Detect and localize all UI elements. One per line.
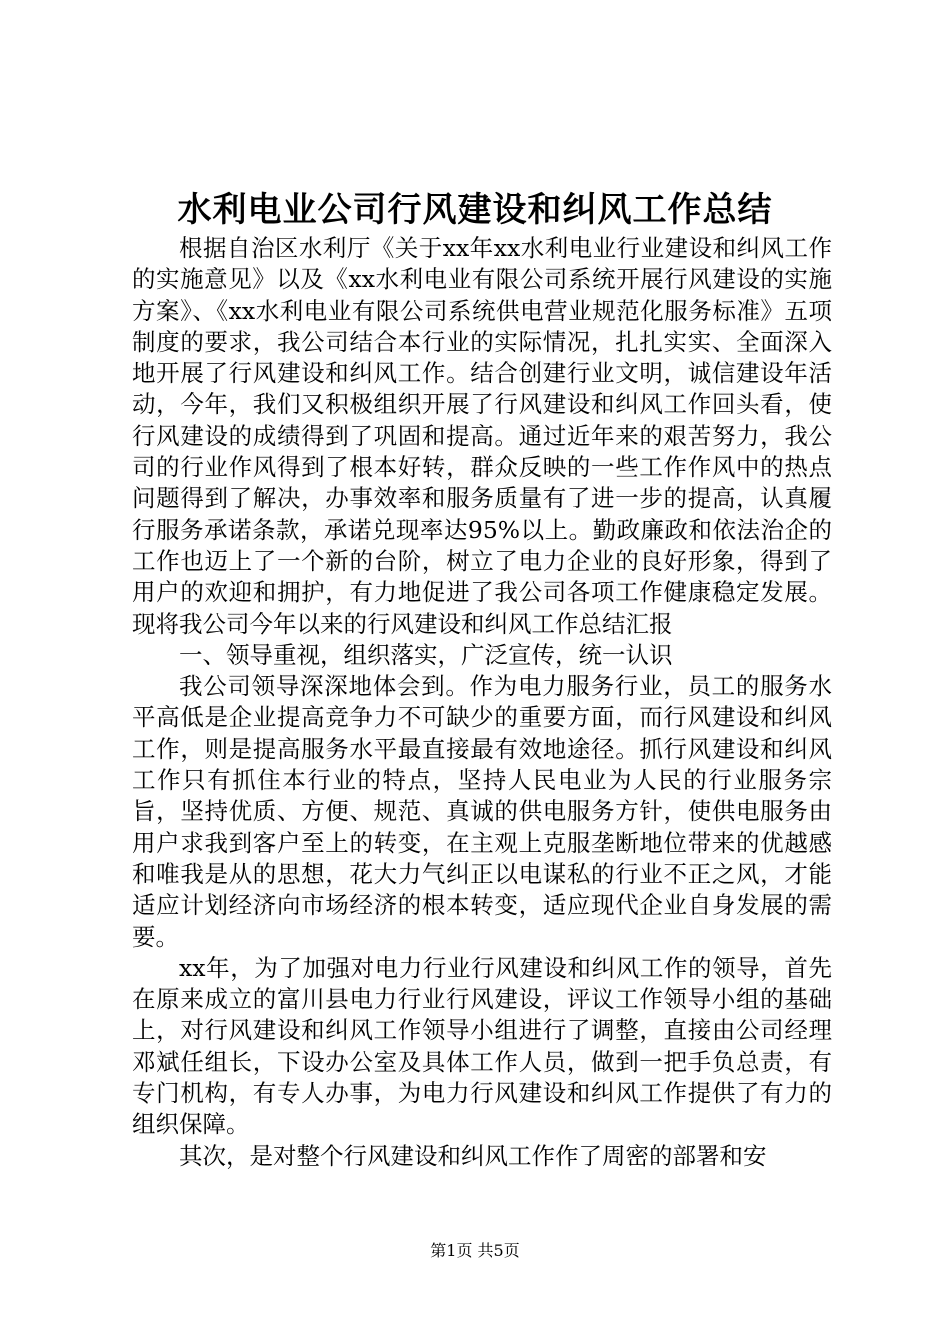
section-heading-1: 一、领导重视，组织落实，广泛宣传，统一认识: [179, 640, 673, 669]
page-number-footer: 第1页 共5页: [430, 1241, 520, 1260]
document-title: 水利电业公司行风建设和纠风工作总结: [177, 190, 773, 230]
paragraph-intro: 根据自治区水利厅《关于xx年xx水利电业行业建设和纠风工作的实施意见》以及《xx水利电业有限公司系统开展行风建设的实施方案》、《xx水利电业有限公司系统供电营业规范化服务标准》五项制度的要求，我公司结合本行业的实际情况，扎扎实实、全面深入地开展了行风建设和纠风工作。结合创建行业文明，诚信建设年活动，今年，我们又积极组织开展了行风建设和纠风工作回头看，使行风建设的成绩得到了巩固和提高。通过近年来的艰苦努力，我公司的行业作风得到了根本好转，群众反映的一些工作作风中的热点问题得到了解决，办事效率和服务质量有了进一步的提高，认真履行服务承诺条款，承诺兑现率达95%以上。勤政廉政和依法治企的工作也迈上了一个新的台阶，树立了电力企业的良好形象，得到了用户的欢迎和拥护，有力地促进了我公司各项工作健康稳定发展。现将我公司今年以来的行风建设和纠风工作总结汇报: [132, 234, 832, 638]
paragraph-deployment: 其次，是对整个行风建设和纠风工作作了周密的部署和安: [179, 1141, 767, 1170]
document-body: [132, 233, 832, 1172]
paragraph-leadership: 我公司领导深深地体会到。作为电力服务行业，员工的服务水平高低是企业提高竞争力不可缺少的重要方面，而行风建设和纠风工作，则是提高服务水平最直接最有效地途径。抓行风建设和纠风工作只有抓住本行业的特点，坚持人民电业为人民的行业服务宗旨，坚持优质、方便、规范、真诚的供电服务方针，使供电服务由用户求我到客户至上的转变，在主观上克服垄断地位带来的优越感和唯我是从的思想，花大力气纠正以电谋私的行业不正之风，才能适应计划经济向市场经济的根本转变，适应现代企业自身发展的需要。: [132, 672, 832, 951]
paragraph-organization: xx年，为了加强对电力行业行风建设和纠风工作的领导，首先在原来成立的富川县电力行业行风建设，评议工作领导小组的基础上，对行风建设和纠风工作领导小组进行了调整，直接由公司经理邓斌任组长，下设办公室及具体工作人员，做到一把手负总责，有专门机构，有专人办事，为电力行风建设和纠风工作提供了有力的组织保障。: [132, 953, 832, 1139]
